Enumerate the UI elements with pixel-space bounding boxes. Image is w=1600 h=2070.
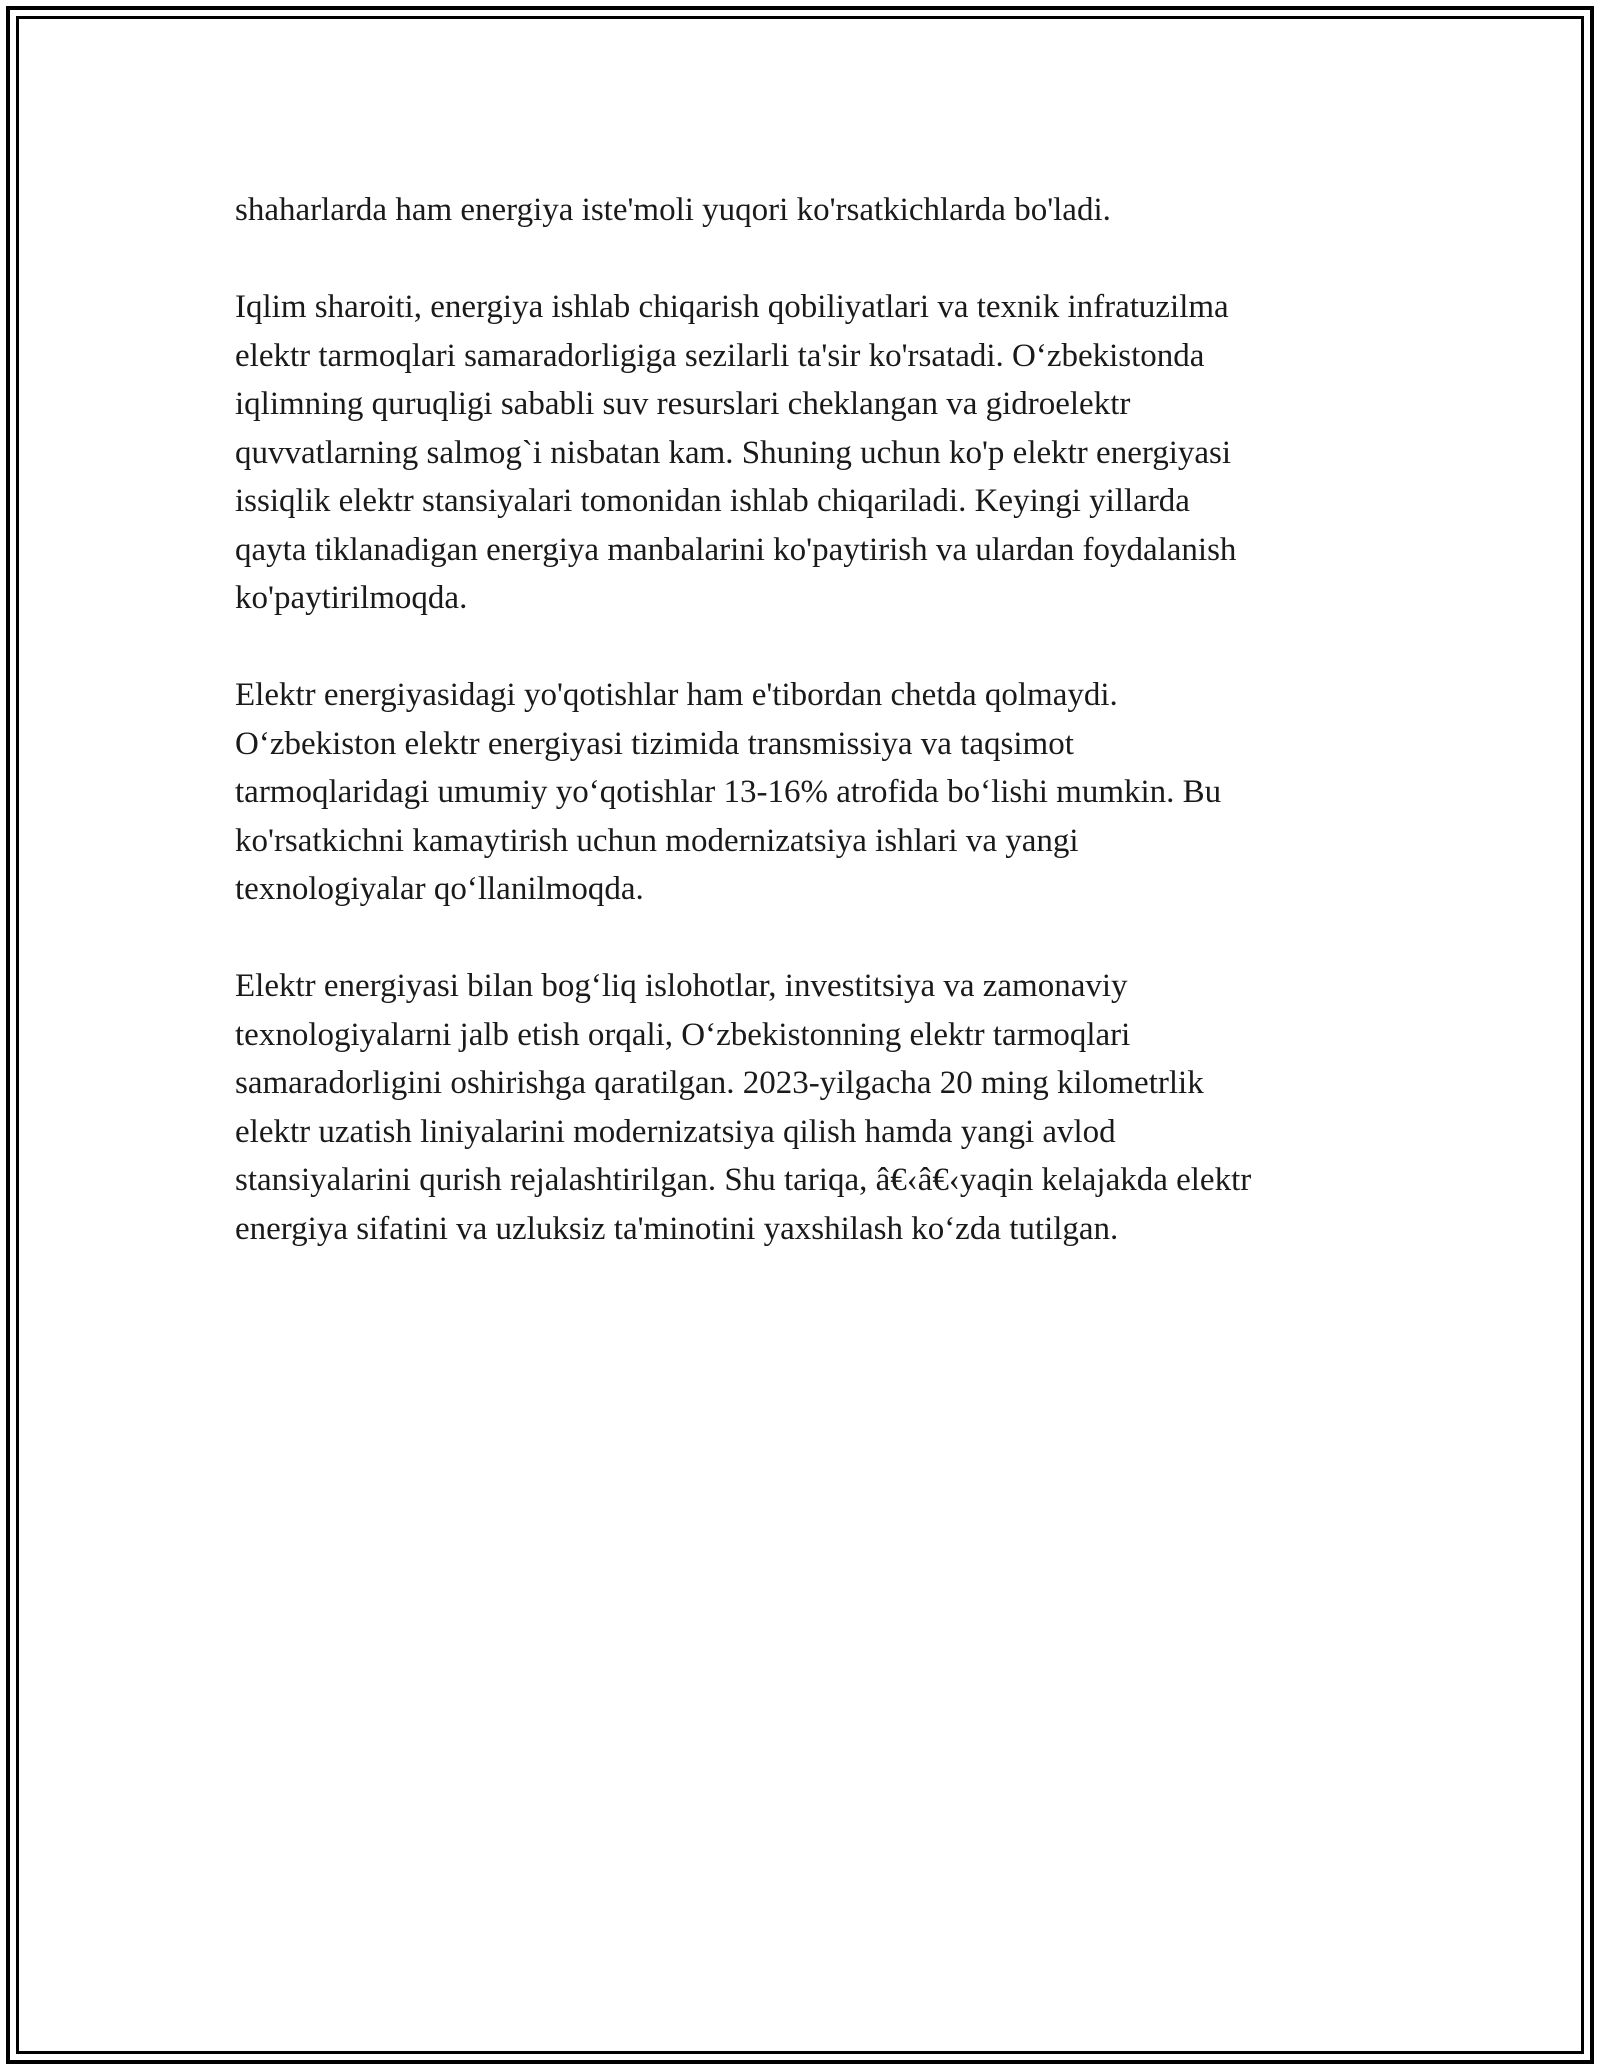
- document-body: [235, 186, 1395, 1302]
- paragraph-3: Elektr energiyasidagi yo'qotishlar ham e'tibordan chetda qolmaydi. O‘zbekiston elektr energiyasi tizimida transmissiya va taqsimot tarmoqlaridagi umumiy yo‘qotishlar 13-16% atrofida bo‘lishi mumkin. Bu ko'rsatkichni kamaytirish uchun modernizatsiya ishlari va yangi texnologiyalar qo‘llanilmoqda.: [235, 677, 1222, 907]
- paragraph-2: Iqlim sharoiti, energiya ishlab chiqarish qobiliyatlari va texnik infratuzilma elektr tarmoqlari samaradorligiga sezilarli ta'sir ko'rsatadi. O‘zbekistonda iqlimning quruqligi sababli suv resurslari cheklangan va gidroelektr quvvatlarning salmog`i nisbatan kam. Shuning uchun ko'p elektr energiyasi issiqlik elektr stansiyalari tomonidan ishlab chiqariladi. Keyingi yillarda qayta tiklanadigan energiya manbalarini ko'paytirish va ulardan foydalanish ko'paytirilmoqda.: [235, 289, 1237, 616]
- paragraph-4: Elektr energiyasi bilan bog‘liq islohotlar, investitsiya va zamonaviy texnologiyalarni jalb etish orqali, O‘zbekistonning elektr tarmoqlari samaradorligini oshirishga qaratilgan. 2023-yilgacha 20 ming kilometrlik elektr uzatish liniyalarini modernizatsiya qilish hamda yangi avlod stansiyalarini qurish rejalashtirilgan. Shu tariqa, â€‹â€‹yaqin kelajakda elektr energiya sifatini va uzluksiz ta'minotini yaxshilash ko‘zda tutilgan.: [235, 968, 1252, 1247]
- paragraph-1: shaharlarda ham energiya iste'moli yuqori ko'rsatkichlarda bo'ladi.: [235, 192, 1111, 228]
